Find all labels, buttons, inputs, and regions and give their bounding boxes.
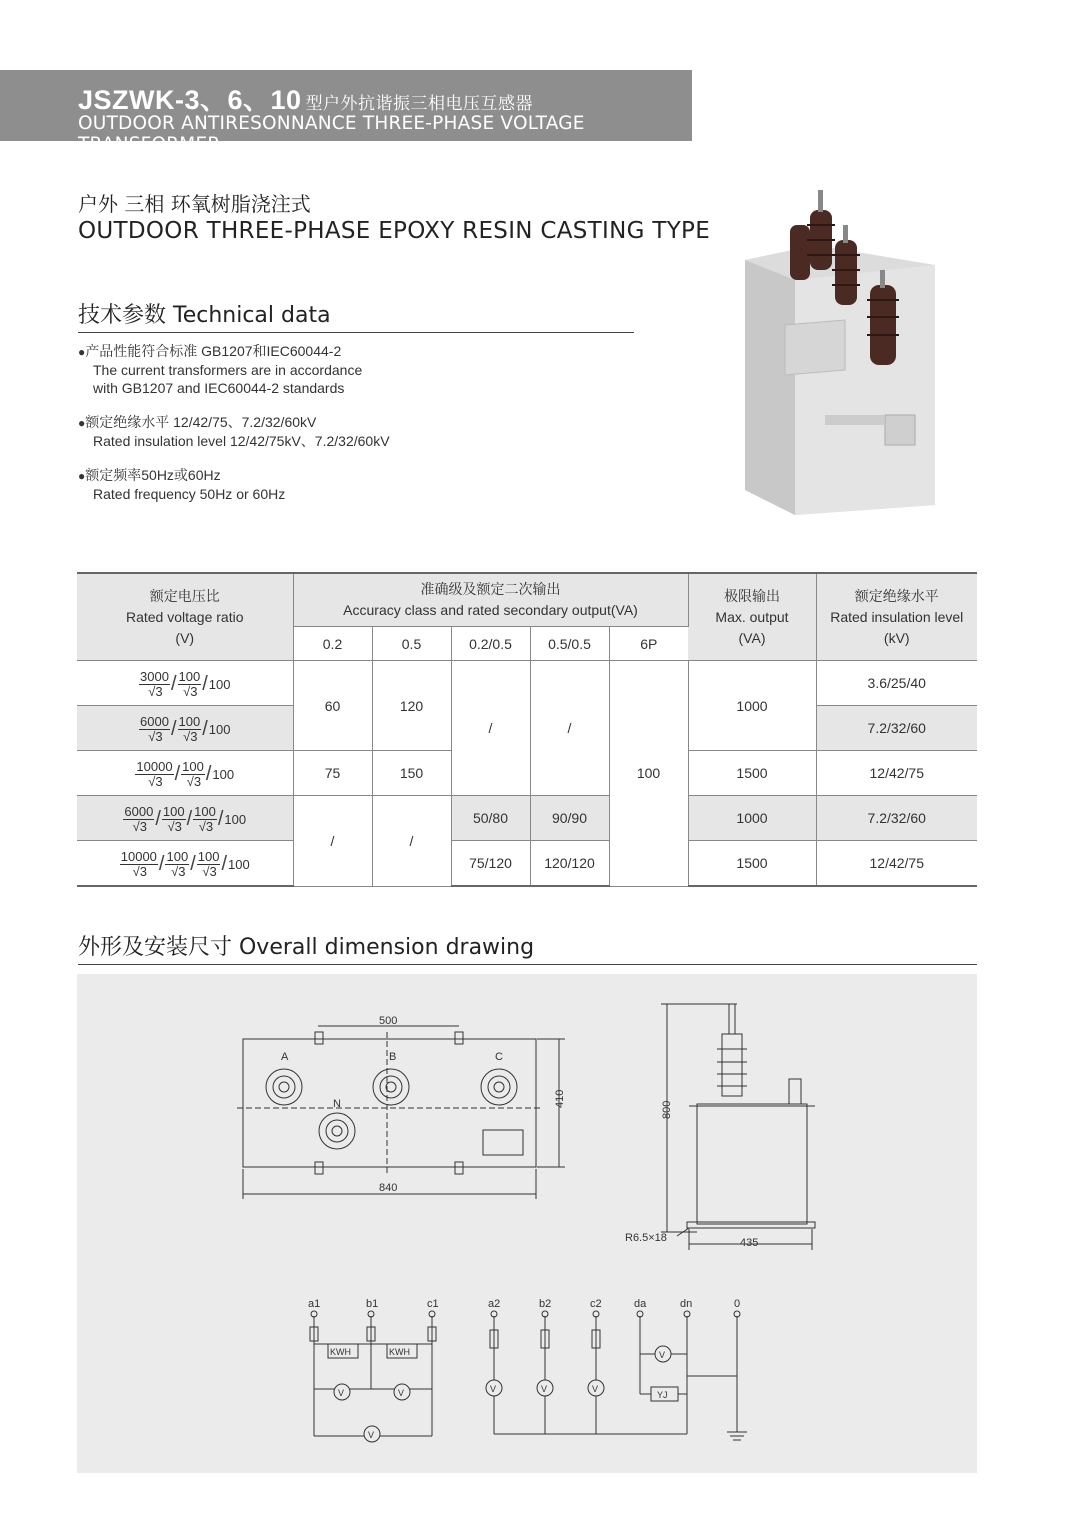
table-cell: / (530, 661, 609, 796)
col-header-max-output: 极限输出 Max. output (VA) (688, 573, 816, 661)
table-cell: 150 (372, 751, 451, 796)
subtitle-cn: 户外 三相 环氧树脂浇注式 (78, 192, 311, 216)
table-cell: 90/90 (530, 796, 609, 841)
kwh-meter-1: KWH (330, 1347, 351, 1357)
subtitle-en: OUTDOOR THREE-PHASE EPOXY RESIN CASTING TYPE (78, 218, 711, 244)
phase-label-c: C (495, 1051, 503, 1063)
bullet-text-cn: 额定频率50Hz或60Hz (85, 467, 221, 483)
voltage-ratio-cell: $\frac{6000}{√3}$ / $\frac{100}{√3}$ / 100 (77, 706, 293, 751)
table-cell: / (293, 796, 372, 887)
bullet-text-en: Rated frequency 50Hz or 60Hz (93, 486, 286, 502)
voltmeter-label: V (398, 1388, 405, 1398)
kwh-meter-2: KWH (389, 1347, 410, 1357)
phase-label-a: A (281, 1051, 289, 1063)
voltage-ratio-cell: $\frac{6000}{√3}$ / $\frac{100}{√3}$ / $\frac{100}{√3}$ / 100 (77, 796, 293, 841)
dim-840: 840 (379, 1182, 398, 1194)
table-cell: 1500 (688, 751, 816, 796)
table-cell: 120 (372, 661, 451, 751)
dim-800: 800 (661, 1100, 673, 1119)
voltmeter-label: V (338, 1388, 345, 1398)
voltage-ratio-cell: $\frac{10000}{√3}$ / $\frac{100}{√3}$ / 100 (77, 751, 293, 796)
class-header: 0.2 (293, 627, 372, 661)
title-cn: 型户外抗谐振三相电压互感器 (305, 94, 534, 113)
table-cell: 120/120 (530, 841, 609, 887)
dimension-drawing (77, 974, 977, 1473)
table-cell: 75/120 (451, 841, 530, 887)
class-header: 0.5/0.5 (530, 627, 609, 661)
voltmeter-label: V (368, 1430, 375, 1440)
voltage-ratio-cell: $\frac{10000}{√3}$ / $\frac{100}{√3}$ / $\frac{100}{√3}$ / 100 (77, 841, 293, 887)
table-cell: 7.2/32/60 (816, 796, 977, 841)
col-header-accuracy: 准确级及额定二次输出 Accuracy class and rated secondary output(VA) (293, 573, 688, 627)
terminal-0: 0 (734, 1298, 741, 1310)
header-title (78, 78, 533, 117)
phase-label-n: N (333, 1098, 341, 1110)
technical-bullets (78, 342, 390, 519)
phase-label-b: B (389, 1051, 397, 1063)
terminal-a1: a1 (308, 1298, 321, 1310)
voltmeter-label: V (541, 1384, 548, 1394)
terminal-da: da (634, 1298, 647, 1310)
table-cell: 1000 (688, 796, 816, 841)
table-cell: / (372, 796, 451, 887)
terminal-c2: c2 (590, 1298, 602, 1310)
col-header-insulation: 额定绝缘水平 Rated insulation level (kV) (816, 573, 977, 661)
class-header: 0.2/0.5 (451, 627, 530, 661)
technical-data-heading: 技术参数 Technical data (78, 298, 634, 333)
class-header: 0.5 (372, 627, 451, 661)
voltmeter-label: V (592, 1384, 599, 1394)
col-header-voltage-ratio: 额定电压比 Rated voltage ratio (V) (77, 573, 293, 661)
bullet-text-cn: 产品性能符合标准 GB1207和IEC60044-2 (85, 343, 342, 359)
bullet-frequency: ●额定频率50Hz或60Hz Rated frequency 50Hz or 60Hz (78, 466, 390, 503)
bullet-text-cn: 额定绝缘水平 12/42/75、7.2/32/60kV (85, 414, 317, 430)
terminal-c1: c1 (427, 1298, 439, 1310)
table-cell: 7.2/32/60 (816, 706, 977, 751)
table-cell: 12/42/75 (816, 841, 977, 887)
bullet-text-en: Rated insulation level 12/42/75kV、7.2/32/60kV (93, 433, 390, 449)
voltage-ratio-cell: $\frac{3000}{√3}$ / $\frac{100}{√3}$ / 100 (77, 661, 293, 706)
terminal-a2: a2 (488, 1298, 501, 1310)
voltmeter-label: V (490, 1384, 497, 1394)
bullet-standards: ●产品性能符合标准 GB1207和IEC60044-2 The current transformers are in accordance with GB1207 and IEC60044-2 standards (78, 342, 390, 397)
terminal-b1: b1 (366, 1298, 379, 1310)
table-cell: 1000 (688, 661, 816, 751)
class-header: 6P (609, 627, 688, 661)
model-name: JSZWK-3、6、10 (78, 85, 302, 115)
dimension-heading: 外形及安装尺寸 Overall dimension drawing (78, 930, 977, 965)
table-cell: 1500 (688, 841, 816, 887)
terminal-b2: b2 (539, 1298, 552, 1310)
table-cell: 3.6/25/40 (816, 661, 977, 706)
product-photo (735, 185, 945, 520)
bullet-text-en: with GB1207 and IEC60044-2 standards (93, 380, 345, 396)
table-cell: / (451, 661, 530, 796)
bullet-insulation: ●额定绝缘水平 12/42/75、7.2/32/60kV Rated insulation level 12/42/75kV、7.2/32/60kV (78, 414, 390, 449)
table-cell: 50/80 (451, 796, 530, 841)
specification-table (77, 572, 977, 887)
voltmeter-label: V (659, 1350, 666, 1360)
dim-radius: R6.5×18 (625, 1232, 667, 1244)
table-cell: 75 (293, 751, 372, 796)
side-view-body (697, 1104, 807, 1224)
table-cell: 60 (293, 661, 372, 751)
dim-410: 410 (554, 1089, 566, 1108)
header-banner (0, 70, 692, 155)
table-cell: 12/42/75 (816, 751, 977, 796)
dim-435: 435 (740, 1237, 759, 1249)
dim-500: 500 (379, 1015, 398, 1027)
bullet-text-en: The current transformers are in accordance (93, 362, 363, 378)
dimension-drawing-panel (77, 974, 977, 1473)
header-title-en: OUTDOOR ANTIRESONNANCE THREE-PHASE VOLTAGE TRANSFORMER (78, 113, 585, 155)
relay-yj: YJ (657, 1390, 668, 1400)
terminal-dn: dn (680, 1298, 693, 1310)
table-cell: 100 (609, 661, 688, 887)
